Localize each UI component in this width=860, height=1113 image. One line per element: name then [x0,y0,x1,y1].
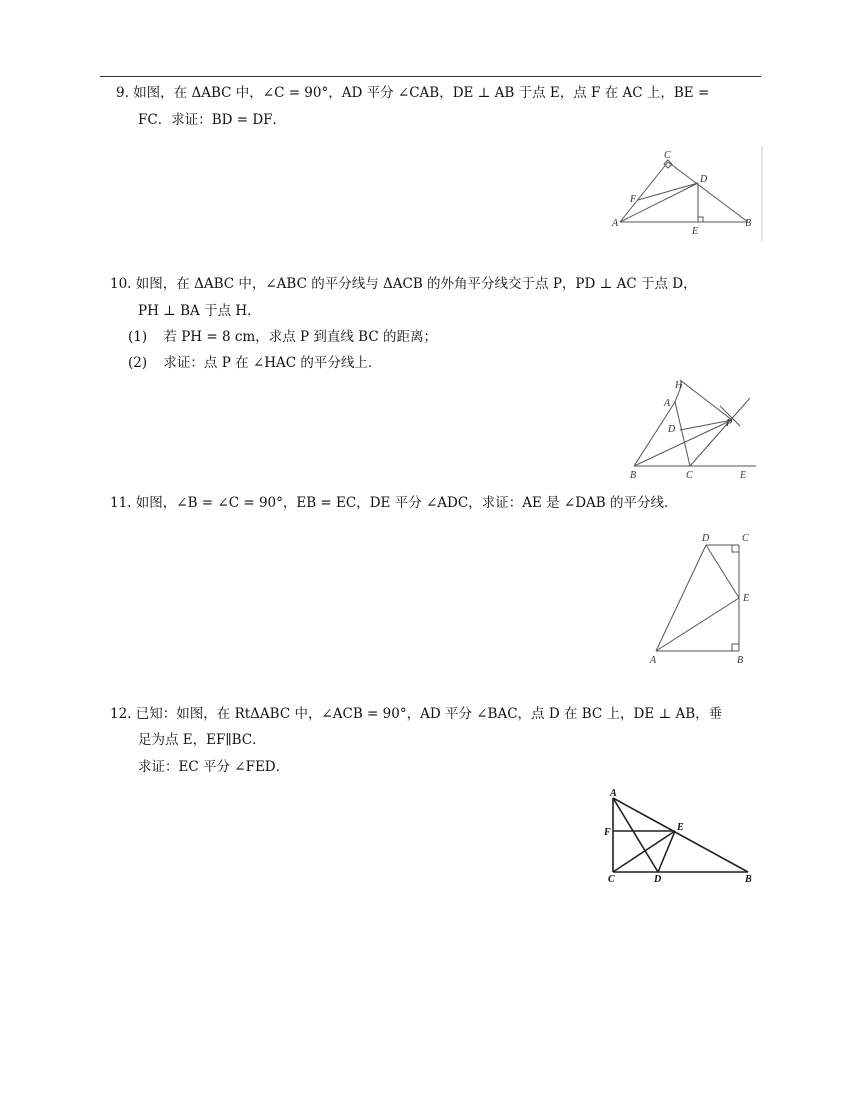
problem-text: 已知：如图，在 RtΔABC 中，∠ACB = 90°，AD 平分 ∠BAC，点 D 在 BC 上，DE ⊥ AB，垂 [135,706,723,722]
fig-label: D [702,533,710,544]
problem-number: 9. [116,85,129,101]
problem-10-subitem-2 [128,354,381,372]
problem-number: 12. [110,706,132,722]
problem-10-subitem-1 [128,328,437,346]
subitem-label: (1) [128,329,148,345]
problem-9-line-1 [116,84,709,102]
fig-label: D [668,424,676,435]
subitem-label: (2) [128,355,148,371]
problem-10-line-2: PH ⊥ BA 于点 H． [138,303,261,319]
problem-12-figure [600,786,760,886]
fig-label: C [608,874,615,885]
problem-12-line-3: 求证：EC 平分 ∠FED． [138,759,290,775]
fig-label: C [664,150,671,161]
subitem-text: 求证：点 P 在 ∠HAC 的平分线上． [163,355,382,371]
subitem-text: 若 PH = 8 cm，求点 P 到直线 BC 的距离； [163,329,437,345]
fig-label: B [745,874,752,885]
fig-label: B [745,218,752,229]
fig-label: A [612,218,619,229]
problem-text: 如图，在 ΔABC 中，∠C = 90°，AD 平分 ∠CAB，DE ⊥ AB 于点 E，点 F 在 AC 上，BE = [133,85,710,101]
problem-text: 如图，在 ΔABC 中，∠ABC 的平分线与 ΔACB 的外角平分线交于点 P，PD ⊥ AC 于点 D， [135,276,697,292]
header-rule [100,76,761,77]
fig-label: C [742,533,749,544]
fig-label: F [630,194,637,205]
fig-label: B [737,655,744,666]
fig-label: C [686,470,693,481]
fig-label: B [630,470,637,481]
fig-label: P [726,418,733,429]
problem-9-line-2: FC．求证：BD = DF． [138,112,287,128]
problem-9-figure [608,146,768,241]
problem-text: 如图，∠B = ∠C = 90°，EB = EC，DE 平分 ∠ADC，求证：AE 是 ∠DAB 的平分线． [135,495,678,511]
fig-label: E [677,822,684,833]
problem-12-line-2: 足为点 E，EF∥BC． [138,732,266,748]
problem-11-figure [646,528,756,668]
problem-12-line-1 [110,705,722,723]
fig-label: A [610,788,617,799]
fig-label: H [675,380,683,391]
fig-label: D [700,174,708,185]
problem-number: 11. [110,495,132,511]
fig-label: A [664,398,671,409]
fig-label: E [692,226,699,237]
problem-number: 10. [110,276,132,292]
fig-label: E [740,470,747,481]
fig-label: E [743,593,750,604]
fig-label: F [604,827,611,838]
fig-label: D [654,874,662,885]
problem-10-line-1 [110,275,697,293]
problem-11-line-1 [110,494,677,512]
fig-label: A [650,655,657,666]
problem-10-figure [620,376,760,482]
